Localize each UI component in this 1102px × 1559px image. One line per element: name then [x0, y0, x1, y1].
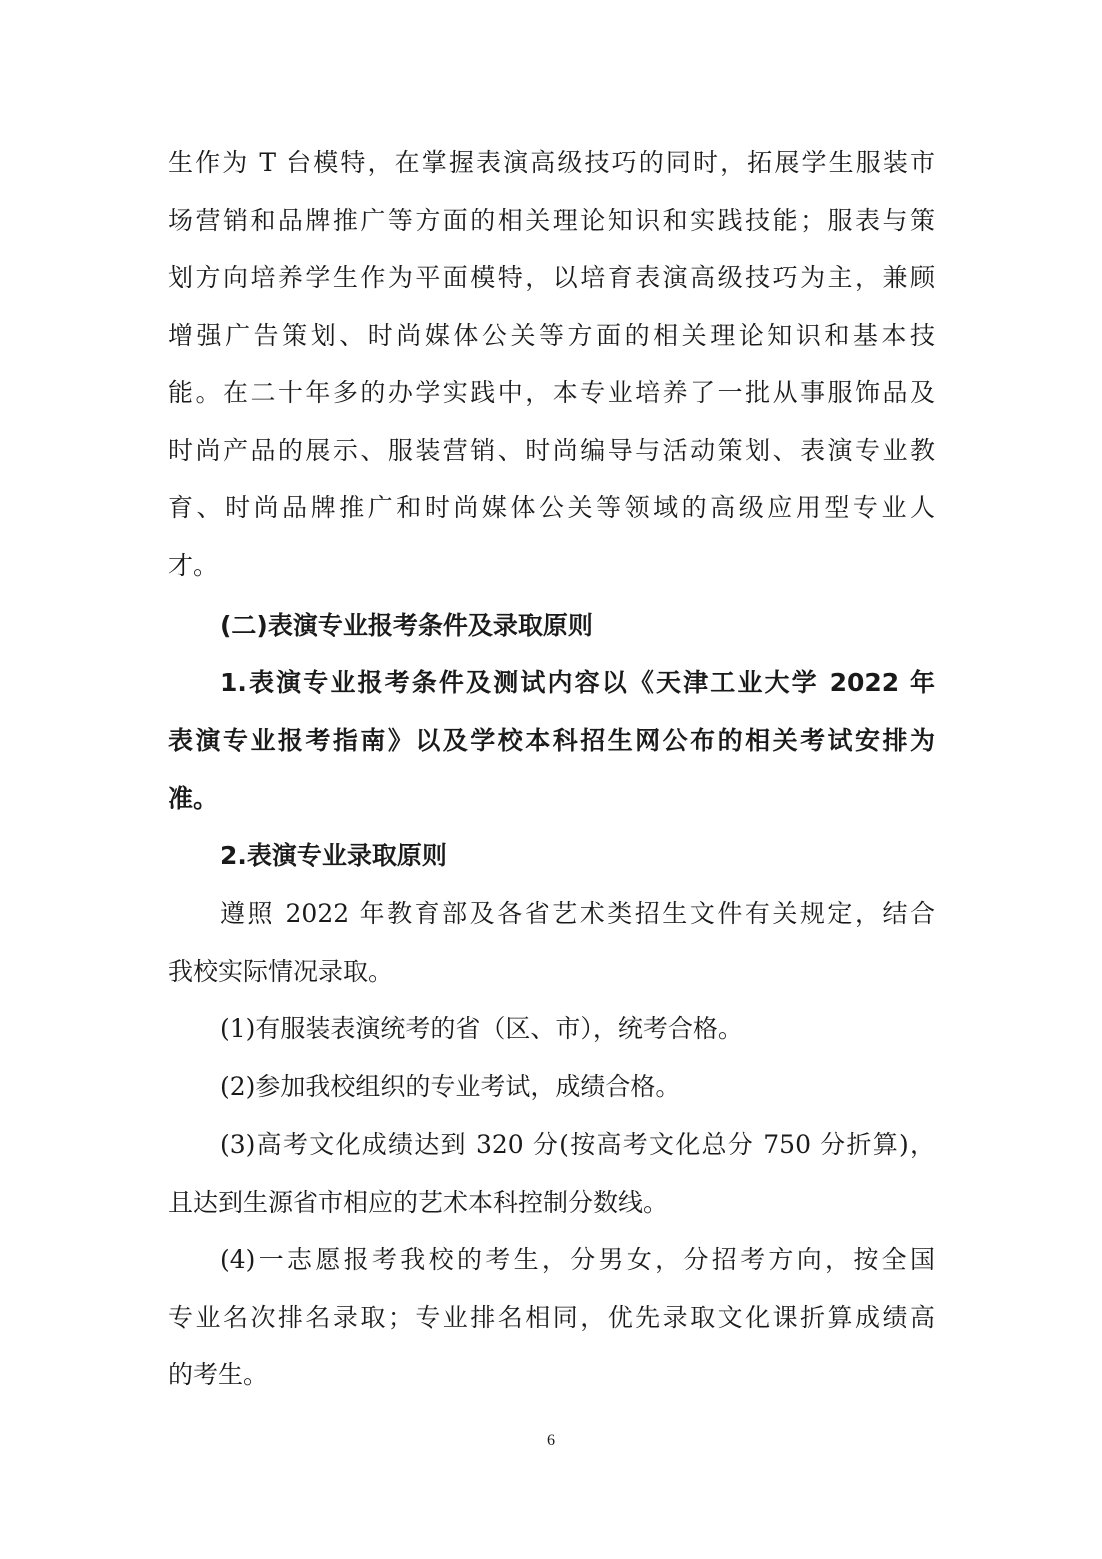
text-line: 育、时尚品牌推广和时尚媒体公关等领域的高级应用型专业人 [168, 493, 935, 522]
section-heading: (二)表演专业报考条件及录取原则 [220, 611, 593, 640]
text-line: 准。 [168, 784, 219, 813]
page-number: 6 [547, 1432, 555, 1449]
text-line: 时尚产品的展示、服装营销、时尚编导与活动策划、表演专业教 [168, 436, 935, 465]
text-line: 专业名次排名录取；专业排名相同，优先录取文化课折算成绩高 [168, 1303, 935, 1332]
text-line: 增强广告策划、时尚媒体公关等方面的相关理论知识和基本技 [168, 321, 935, 350]
text-line: (4)一志愿报考我校的考生，分男女，分招考方向，按全国 [220, 1245, 935, 1274]
text-line: 划方向培养学生作为平面模特，以培育表演高级技巧为主，兼顾 [168, 263, 935, 292]
text-line: 遵照 2022 年教育部及各省艺术类招生文件有关规定，结合 [220, 899, 935, 928]
text-line: (3)高考文化成绩达到 320 分(按高考文化总分 750 分折算)， [220, 1130, 935, 1159]
subsection-heading: 2.表演专业录取原则 [220, 841, 447, 870]
text-line: 才。 [168, 551, 219, 580]
text-line: 我校实际情况录取。 [168, 957, 394, 986]
text-line: 且达到生源省市相应的艺术本科控制分数线。 [168, 1188, 669, 1217]
rule-2: (2)参加我校组织的专业考试，成绩合格。 [220, 1072, 681, 1101]
text-line: 1.表演专业报考条件及测试内容以《天津工业大学 2022 年 [220, 668, 935, 697]
text-line: 的考生。 [168, 1360, 269, 1389]
text-line: 表演专业报考指南》以及学校本科招生网公布的相关考试安排为 [168, 726, 935, 755]
text-line: 生作为 T 台模特，在掌握表演高级技巧的同时，拓展学生服装市 [168, 148, 935, 177]
rule-1: (1)有服装表演统考的省（区、市），统考合格。 [220, 1014, 743, 1043]
text-line: 场营销和品牌推广等方面的相关理论知识和实践技能；服表与策 [168, 206, 935, 235]
text-line: 能。在二十年多的办学实践中，本专业培养了一批从事服饰品及 [168, 378, 935, 407]
